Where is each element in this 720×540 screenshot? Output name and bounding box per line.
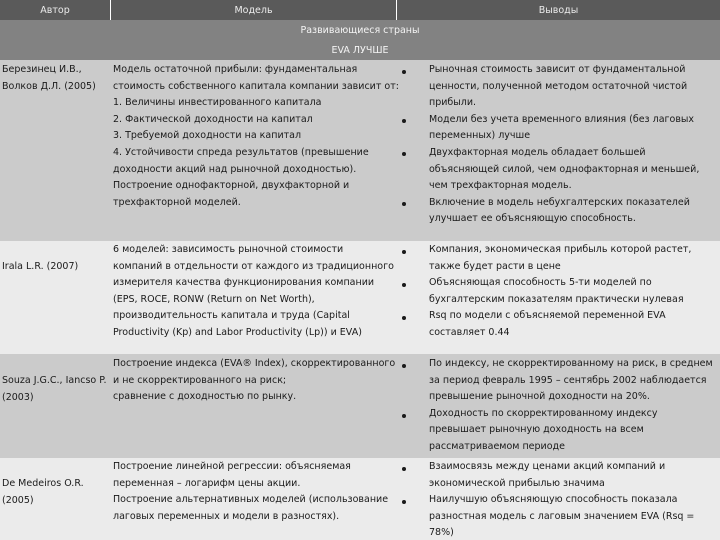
conclusions-cell: Рыночная стоимость зависит от фундаментальной ценности, полученной методом остаточной чистой прибыли. Модели без учета временного влияния (без лаговых переменных) лучше Двухфакторная модель обладает большей объясняющей силой, чем однофакторная и меньшей, чем трехфакторная модель. Включение в модель небухгалтерских показателей улучшает ее объясняющую способность. — [429, 64, 700, 225]
table-row — [0, 458, 720, 540]
header-author — [0, 0, 110, 20]
author-cell: Souza J.G.C., Iancso P. (2003) — [2, 375, 107, 403]
header-divider — [396, 0, 397, 20]
conclusions-cell: Компания, экономическая прибыль которой растет, также будет расти в цене Объясняющая способность 5-ти моделей по бухгалтерским показателям практически нулевая Rsq по модели с объясняемой переменной EVA составляет 0.44 — [429, 244, 692, 338]
bullet-icon — [402, 316, 406, 320]
bullet-icon — [402, 364, 406, 368]
model-cell: 6 моделей: зависимость рыночной стоимости компаний в отдельности от каждого из традиционного измерителя качества функционирования компании (EPS, ROCE, RONW (Return on Net Worth), производительность капитала и труда (Capital Productivity (Kp) and Labor Productivity (Lp)) и EVA) — [113, 244, 394, 338]
model-cell: Построение линейной регрессии: объясняемая переменная – логарифм цены акции. Построение альтернативных моделей (использование лаговых переменных и модели в разностях). — [113, 461, 389, 522]
bullet-icon — [402, 119, 406, 123]
band-eva-label: EVA ЛУЧШЕ — [331, 45, 389, 56]
bullet-icon — [402, 467, 406, 471]
header-conclusions-label: Выводы — [538, 4, 579, 16]
bullet-icon — [402, 283, 406, 287]
table-row — [0, 241, 720, 354]
model-cell: Построение индекса (EVA® Index), скорректированного и не скорректированного на риск; сравнение с доходностью по рынку. — [113, 358, 396, 403]
bullet-icon — [402, 152, 406, 156]
bullet-icon — [402, 202, 406, 206]
bullet-icon — [402, 70, 406, 74]
band-eva-better — [0, 41, 720, 60]
header-conclusions — [397, 0, 720, 20]
author-cell: Irala L.R. (2007) — [2, 261, 79, 272]
conclusions-cell: По индексу, не скорректированному на риск, в среднем за период февраль 1995 – сентябрь 2002 наблюдается превышение рыночной доходности на 20%. Доходность по скорректированному индексу превышает рыночную доходность на всем рассматриваемом периоде — [429, 358, 713, 452]
band-developing-countries — [0, 20, 720, 41]
header-model — [111, 0, 396, 20]
author-cell: De Medeiros O.R. (2005) — [2, 478, 84, 506]
table-row — [0, 60, 720, 241]
bullet-icon — [402, 500, 406, 504]
author-cell: Березинец И.В., Волков Д.Л. (2005) — [2, 64, 96, 92]
bullet-icon — [402, 414, 406, 418]
bullet-icon — [402, 250, 406, 254]
conclusions-cell: Взаимосвязь между ценами акций компаний и экономической прибылью значима Наилучшую объясняющую способность показала разностная модель с лаговым значением EVA (Rsq = 78%) — [429, 461, 695, 539]
band-developing-label: Развивающиеся страны — [300, 25, 420, 36]
header-author-label: Автор — [40, 4, 70, 16]
header-model-label: Модель — [234, 4, 273, 16]
header-divider — [110, 0, 111, 20]
model-cell: Модель остаточной прибыли: фундаментальная стоимость собственного капитала компании зависит от: 1. Величины инвестированного капитала 2. Фактической доходности на капитал 3. Требуемой доходности на капитал 4. Устойчивости спреда результатов (превышение доходности акций над рыночной доходностью). Построение однофакторной, двухфакторной и трехфакторной моделей. — [113, 64, 399, 208]
table-row — [0, 354, 720, 458]
